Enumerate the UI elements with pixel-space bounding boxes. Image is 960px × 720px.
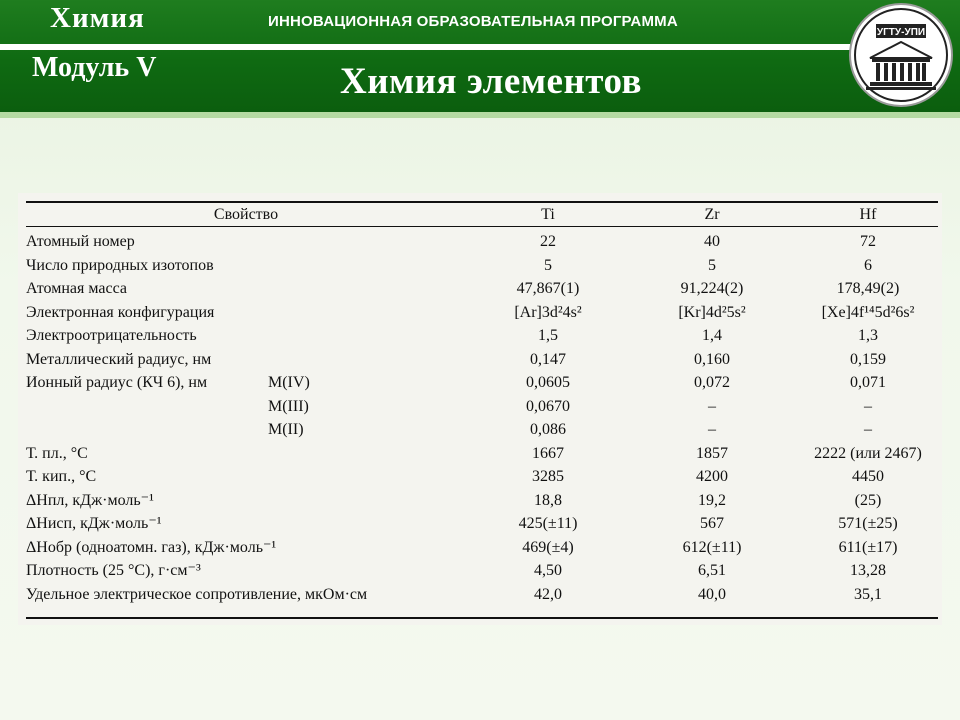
header-bottom-stripe [0, 112, 960, 118]
cell-zr: 5 [708, 257, 716, 274]
program-title: ИННОВАЦИОННАЯ ОБРАЗОВАТЕЛЬНАЯ ПРОГРАММА [268, 13, 678, 30]
cell-zr: 19,2 [698, 492, 726, 509]
university-logo-icon [848, 2, 954, 108]
cell-ti: 0,0670 [526, 398, 570, 415]
cell-ti: 22 [540, 233, 556, 250]
header-zr: Zr [704, 206, 720, 223]
cell-hf: [Xe]4f¹⁴5d²6s² [821, 304, 915, 321]
header-property: Свойство [213, 206, 279, 223]
cell-ion-state: M(II) [268, 421, 304, 438]
cell-ti: 1667 [532, 445, 564, 462]
header-divider [0, 44, 850, 50]
cell-ti: 4,50 [534, 562, 562, 579]
header-hf: Hf [859, 206, 877, 223]
cell-property: Удельное электрическое сопротивление, мкОм·см [26, 586, 368, 603]
cell-property: Атомная масса [26, 280, 127, 297]
cell-zr: 0,072 [694, 374, 730, 391]
cell-property: Т. кип., °С [26, 468, 97, 485]
cell-property: Число природных изотопов [26, 257, 214, 274]
cell-hf: 35,1 [854, 586, 882, 603]
cell-hf: 1,3 [858, 327, 878, 344]
cell-hf: 178,49(2) [836, 280, 900, 297]
cell-hf: 72 [860, 233, 876, 250]
cell-ti: 0,086 [530, 421, 566, 438]
cell-hf: 4450 [852, 468, 884, 485]
cell-zr: – [708, 398, 716, 415]
cell-ti: 42,0 [534, 586, 562, 603]
cell-property: Т. пл., °С [26, 445, 88, 462]
header-ti: Ti [541, 206, 555, 223]
cell-hf: 571(±25) [838, 515, 898, 532]
cell-property: Плотность (25 °С), г·см⁻³ [26, 562, 201, 579]
cell-zr: [Kr]4d²5s² [678, 304, 746, 321]
logo-text: УГТУ-УПИ [876, 27, 926, 38]
cell-hf: 13,28 [850, 562, 886, 579]
cell-hf: 2222 (или 2467) [814, 445, 922, 462]
cell-zr: – [708, 421, 716, 438]
slide-title: Химия элементов [340, 61, 643, 102]
cell-ti: 1,5 [538, 327, 558, 344]
cell-ion-state: M(IV) [268, 374, 310, 391]
cell-hf: 6 [864, 257, 872, 274]
cell-zr: 4200 [696, 468, 728, 485]
cell-ti: 0,147 [530, 351, 566, 368]
cell-zr: 40 [704, 233, 720, 250]
cell-ti: 3285 [532, 468, 564, 485]
cell-ti: 425(±11) [518, 515, 578, 532]
cell-property: ΔHисп, кДж·моль⁻¹ [26, 515, 162, 532]
cell-hf: – [864, 398, 872, 415]
cell-ti: [Ar]3d²4s² [514, 304, 582, 321]
cell-property: Металлический радиус, нм [26, 351, 212, 368]
cell-ti: 47,867(1) [516, 280, 580, 297]
cell-hf: (25) [854, 492, 882, 509]
table-bottom-rule [26, 617, 938, 619]
cell-property: Электроотрицательность [26, 327, 197, 344]
cell-ti: 18,8 [534, 492, 562, 509]
cell-zr: 0,160 [694, 351, 730, 368]
cell-hf: – [864, 421, 872, 438]
cell-property: Атомный номер [26, 233, 135, 250]
cell-zr: 40,0 [698, 586, 726, 603]
cell-ion-state: M(III) [268, 398, 309, 415]
cell-property: Ионный радиус (КЧ 6), нм [26, 374, 208, 391]
cell-zr: 612(±11) [682, 539, 742, 556]
table-top-rule [26, 201, 938, 203]
cell-ti: 469(±4) [522, 539, 574, 556]
cell-hf: 0,159 [850, 351, 886, 368]
cell-property: ΔHобр (одноатомн. газ), кДж·моль⁻¹ [26, 539, 277, 556]
module-title: Модуль V [32, 52, 157, 83]
subject-title: Химия [50, 2, 145, 34]
cell-hf: 611(±17) [838, 539, 898, 556]
properties-table [18, 193, 942, 625]
header-banner [0, 0, 960, 112]
cell-property: Электронная конфигурация [26, 304, 215, 321]
cell-zr: 1857 [696, 445, 728, 462]
cell-ti: 0,0605 [526, 374, 570, 391]
table-header-rule [26, 226, 938, 227]
cell-property: ΔHпл, кДж·моль⁻¹ [26, 492, 154, 509]
cell-zr: 1,4 [702, 327, 722, 344]
cell-hf: 0,071 [850, 374, 886, 391]
cell-zr: 91,224(2) [680, 280, 744, 297]
cell-ti: 5 [544, 257, 552, 274]
cell-zr: 6,51 [698, 562, 726, 579]
cell-zr: 567 [700, 515, 724, 532]
